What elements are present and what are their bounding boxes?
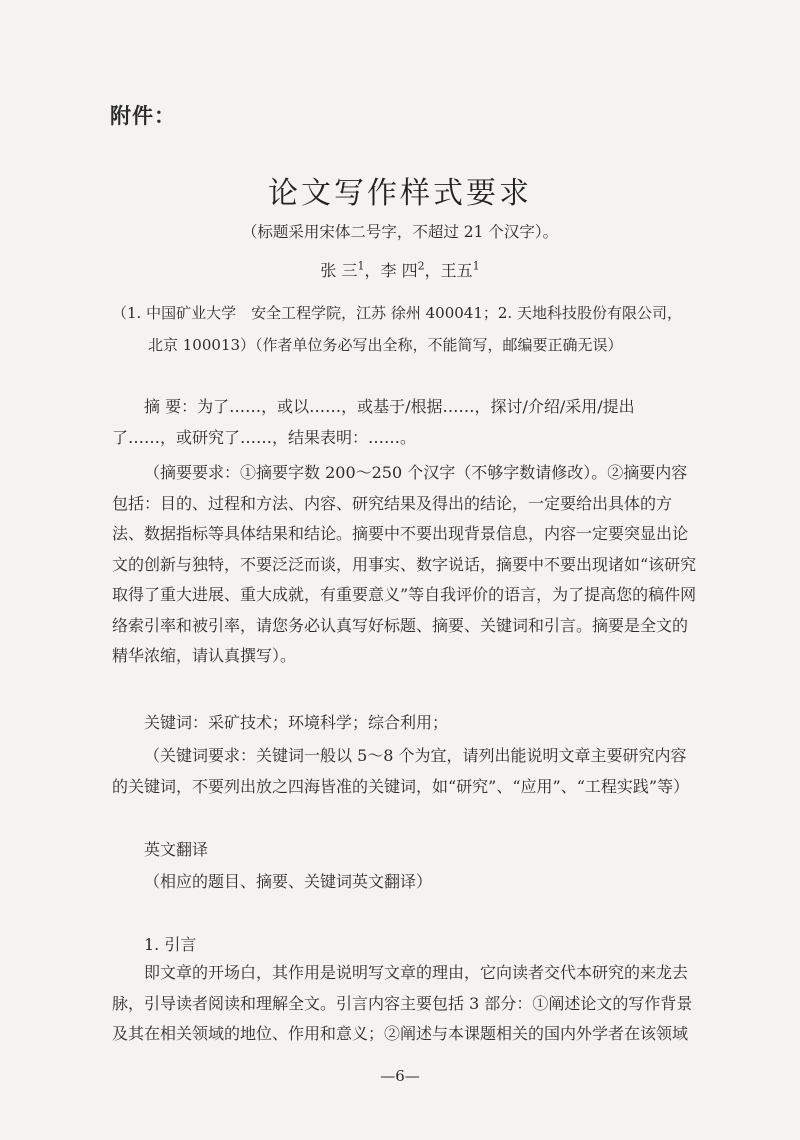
affiliation-block <box>112 297 712 361</box>
abstract-paragraph: 摘 要：为了……，或以……，或基于/根据……，探讨/介绍/采用/提出了……，或研究了……，结果表明：……。 <box>112 397 635 447</box>
page-number: —6— <box>380 1067 420 1085</box>
annex-label: 附件： <box>110 104 176 128</box>
author-list <box>0 258 800 281</box>
affiliation-line: （1. 中国矿业大学 安全工程学院，江苏 徐州 400041；2. 天地科技股份有限公司， <box>112 304 682 322</box>
intro-paragraph: 即文章的开场白，其作用是说明写文章的理由，它向读者交代本研究的来龙去脉，引导读者阅读和理解全文。引言内容主要包括 3 部分：①阐述论文的写作背景及其在相关领域的地位、作用和意义；②阐述与本课题相关的国内外学者在该领域 <box>112 963 693 1043</box>
author-name: 王五 <box>440 261 473 280</box>
keywords-line: 关键词：采矿技术；环境科学；综合利用； <box>144 713 449 732</box>
abstract-requirements: （摘要要求：①摘要字数 200～250 个汉字（不够字数请修改）。②摘要内容包括：目的、过程和方法、内容、研究结果及得出的结论，一定要给出具体的方法、数据指标等具体结果和结论。摘要中不要出现背景信息，内容一定要突显出论文的创新与独特，不要泛泛而谈，用事实、数字说话，摘要中不要出现诸如“该研究取得了重大进展、重大成就，有重要意义”等自我评价的语言，为了提高您的稿件网络索引率和被引率，请您务必认真写好标题、摘要、关键词和引言。摘要是全文的精华浓缩，请认真撰写）。 <box>112 463 697 665</box>
paper-title: 论文写作样式要求 <box>268 176 532 211</box>
author-affiliation-mark: 1 <box>472 259 480 273</box>
author-affiliation-mark: 1 <box>357 259 365 273</box>
author-affiliation-mark: 2 <box>417 259 425 273</box>
english-note: （相应的题目、摘要、关键词英文翻译） <box>144 872 433 891</box>
author-separator: ， <box>424 261 441 280</box>
author-separator: ， <box>364 261 381 280</box>
author-name: 李 四 <box>380 261 418 280</box>
title-note: （标题采用宋体二号字，不超过 21 个汉字）。 <box>241 223 559 241</box>
english-heading: 英文翻译 <box>144 840 209 859</box>
author-name: 张 三 <box>320 261 358 280</box>
affiliation-line: 北京 100013）（作者单位务必写出全称，不能简写，邮编要正确无误） <box>148 336 623 354</box>
intro-heading: 1. 引言 <box>144 935 197 954</box>
keywords-requirements: （关键词要求：关键词一般以 5～8 个为宜，请列出能说明文章主要研究内容的关键词，不要列出放之四海皆准的关键词，如“研究”、“应用”、“工程实践”等） <box>112 746 690 796</box>
